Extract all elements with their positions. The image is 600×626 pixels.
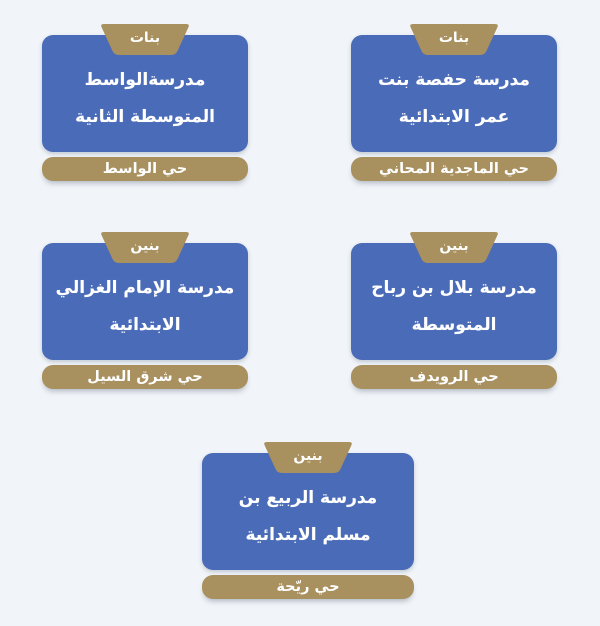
district-bar: حي ريّحة xyxy=(202,575,414,599)
gender-tab xyxy=(100,24,190,55)
school-name-line1: مدرسة حفصة بنت xyxy=(378,69,530,90)
school-name xyxy=(56,260,235,344)
gender-tab-label: بنين xyxy=(293,448,323,464)
district-bar: حي الرويدف xyxy=(351,365,557,389)
school-name-line2: عمر الابتدائية xyxy=(398,106,510,127)
school-card xyxy=(202,448,414,599)
school-card xyxy=(351,30,557,181)
district-bar: حي الماجدية المحاني xyxy=(351,157,557,181)
school-name-line2: المتوسطة الثانية xyxy=(75,106,215,127)
district-bar: حي شرق السيل xyxy=(42,365,248,389)
school-card xyxy=(42,238,248,389)
school-card-panel xyxy=(202,448,414,570)
school-name xyxy=(239,470,377,554)
school-card-panel xyxy=(42,30,248,152)
gender-tab-label: بنين xyxy=(439,238,469,254)
school-name-line1: مدرسة الإمام الغزالي xyxy=(55,277,235,298)
school-card-panel xyxy=(351,238,557,360)
school-card-panel xyxy=(351,30,557,152)
school-name-line2: مسلم الابتدائية xyxy=(245,524,371,545)
school-name-line2: المتوسطة xyxy=(411,314,497,335)
gender-tab xyxy=(409,24,499,55)
school-name-line2: الابتدائية xyxy=(109,314,181,335)
school-name-line1: مدرسة الربيع بن xyxy=(238,487,378,508)
school-name xyxy=(371,260,536,344)
gender-tab-label: بنات xyxy=(129,30,161,46)
gender-tab xyxy=(100,232,190,263)
school-name xyxy=(378,52,530,136)
gender-tab xyxy=(263,442,353,473)
gender-tab-label: بنات xyxy=(438,30,470,46)
school-card xyxy=(42,30,248,181)
district-bar: حي الواسط xyxy=(42,157,248,181)
gender-tab-label: بنين xyxy=(130,238,160,254)
school-name-line1: مدرسة بلال بن رباح xyxy=(371,277,537,298)
school-card xyxy=(351,238,557,389)
gender-tab xyxy=(409,232,499,263)
school-card-panel xyxy=(42,238,248,360)
school-name-line1: مدرسةالواسط xyxy=(84,69,206,90)
school-name xyxy=(75,52,215,136)
